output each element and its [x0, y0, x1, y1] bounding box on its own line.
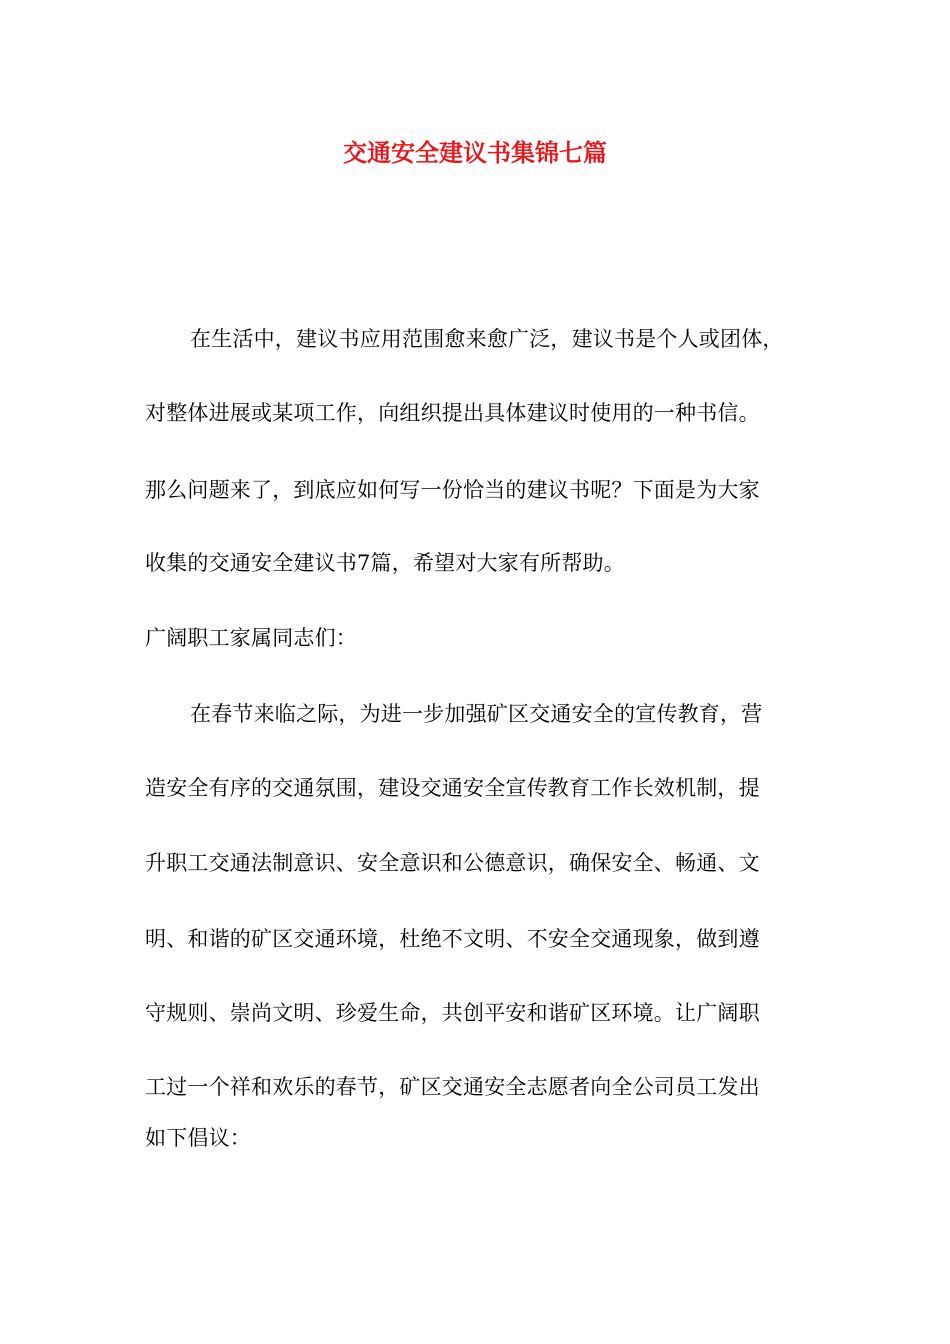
intro-line-3: 那么问题来了，到底应如何写一份恰当的建议书呢？下面是为大家: [145, 478, 760, 502]
body-line-5: 守规则、崇尚文明、珍爱生命，共创平安和谐矿区环境。让广阔职: [145, 1001, 760, 1025]
intro-line-2: 对整体进展或某项工作，向组织提出具体建议时使用的一种书信。: [145, 401, 760, 425]
body-line-3: 升职工交通法制意识、安全意识和公德意识，确保安全、畅通、文: [145, 851, 760, 875]
body-line-1: 在春节来临之际，为进一步加强矿区交通安全的宣传教育，营: [190, 702, 763, 726]
body-line-7: 如下倡议：: [145, 1126, 251, 1150]
body-line-4: 明、和谐的矿区交通环境，杜绝不文明、不安全交通现象，做到遵: [145, 927, 760, 951]
body-line-2: 造安全有序的交通氛围，建设交通安全宣传教育工作长效机制，提: [145, 776, 760, 800]
salutation: 广阔职工家属同志们：: [145, 626, 357, 650]
intro-line-4: 收集的交通安全建议书7篇，希望对大家有所帮助。: [145, 551, 625, 575]
document-title: 交通安全建议书集锦七篇: [343, 138, 607, 167]
intro-line-1: 在生活中，建议书应用范围愈来愈广泛，建议书是个人或团体，: [190, 327, 784, 351]
body-line-6: 工过一个祥和欢乐的春节，矿区交通安全志愿者向全公司员工发出: [145, 1075, 760, 1099]
